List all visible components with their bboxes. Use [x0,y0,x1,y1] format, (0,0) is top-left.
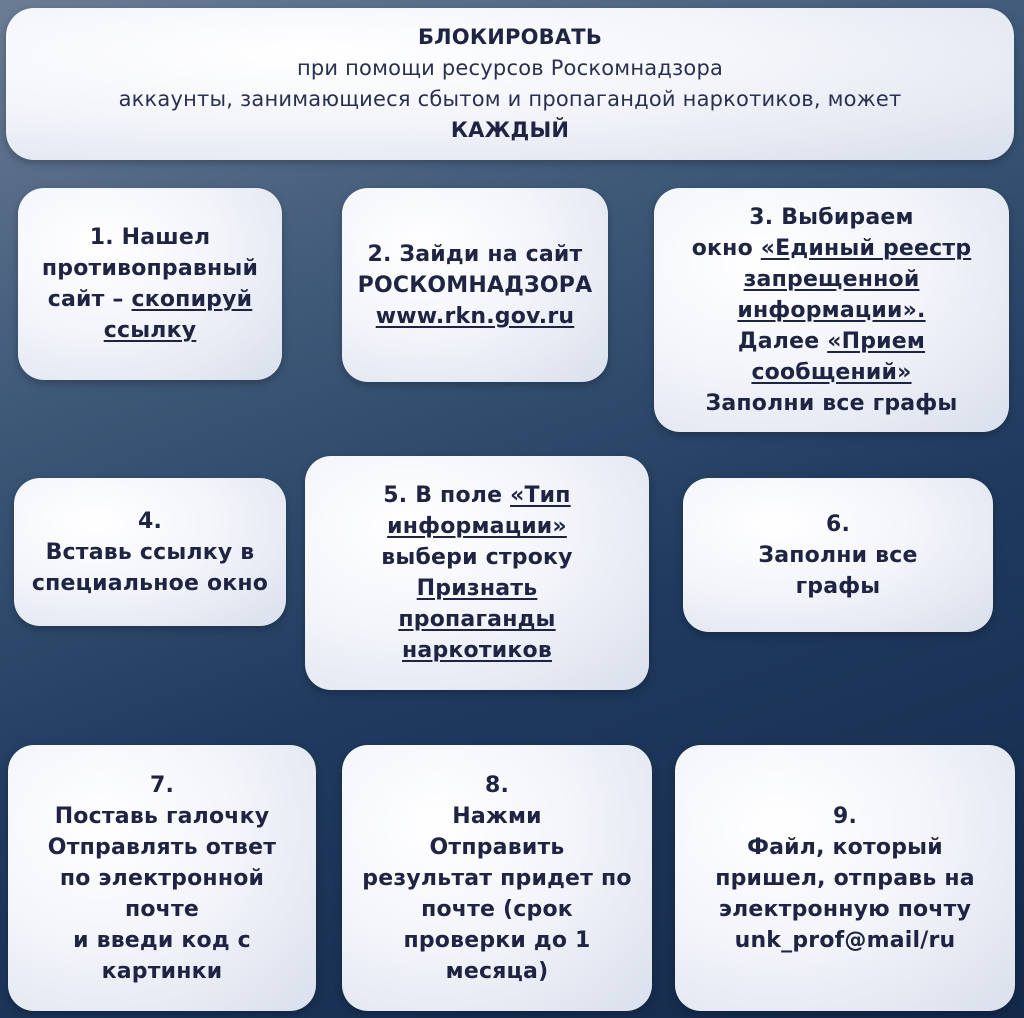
step-3-line-1: 3. Выбираем [749,204,914,230]
step-8-line-5: почте (срок [421,896,573,922]
step-6-line-2: Заполни все [758,542,918,568]
step-1-line-3 [48,284,253,315]
step-7-line-6: и введи код с [73,927,251,953]
reception-link-part-1: «Прием [827,328,926,354]
step-1-card [18,188,282,380]
registry-link-part-1: «Единый реестр [760,235,972,261]
step-7-line-1: 7. [149,772,175,798]
header-title: БЛОКИРОВАТЬ [417,25,603,49]
step-1-line-3-plain: сайт – [47,287,132,312]
step-8-line-2: Нажми [452,803,542,829]
step-3-line-2-plain: окно [691,235,761,261]
step-7-card [8,745,316,1011]
rkn-site-link[interactable]: www.rkn.gov.ru [375,303,575,329]
step-4-line-3: специальное окно [31,570,269,596]
step-6-line-1: 6. [825,511,851,537]
step-3-line-5-plain: Далее [737,328,828,354]
header-line-3: аккаунты, занимающиеся сбытом и пропагандой наркотиков, может [118,87,902,111]
step-9-card [675,745,1015,1011]
step-8-line-4: результат придет по [362,865,632,891]
step-8-line-3: Отправить [429,834,565,860]
registry-link-part-3: информации». [737,297,926,323]
info-type-part-1: «Тип [510,483,571,508]
step-3-line-7: Заполни все графы [705,390,958,416]
step-2-card [342,188,608,382]
step-1-line-4: ссылку [103,318,197,343]
step-3-line-5 [738,326,925,357]
step-1-line-1: 1. Нашел [89,225,211,250]
step-1-line-2: противоправный [41,256,259,281]
option-part-2: пропаганды [398,607,556,632]
step-6-card [683,478,993,632]
step-8-line-7: месяца) [445,958,549,984]
option-part-3: наркотиков [402,638,552,663]
step-7-line-2: Поставь галочку [54,803,270,829]
step-5-line-1 [383,480,570,511]
step-4-card [14,478,286,626]
step-5-line-1-plain: 5. В поле [383,483,511,508]
step-9-line-4: электронную почту [718,896,972,922]
step-4-line-2: Вставь ссылку в [45,539,255,565]
step-9-line-3: пришел, отправь на [715,865,975,891]
step-6-line-3: графы [795,573,881,599]
step-5-line-3: выбери строку [381,545,573,570]
step-7-line-5: почте [124,896,200,922]
step-7-line-4: по электронной [59,865,265,891]
step-5-card [305,456,649,690]
step-3-line-2 [692,233,972,264]
header-line-2: при помощи ресурсов Роскомнадзора [296,56,724,80]
info-type-part-2: информации» [387,514,567,539]
header-banner [6,8,1014,160]
step-8-line-1: 8. [484,772,510,798]
copy-link-text: скопируй [131,287,253,312]
registry-link-part-2: запрещенной [743,266,920,292]
step-8-line-6: проверки до 1 [403,927,591,953]
step-2-line-1: 2. Зайди на сайт [367,241,583,267]
step-7-line-3: Отправлять ответ [47,834,277,860]
step-8-card [342,745,652,1011]
email-address: unk_prof@mail/ru [734,927,956,953]
step-7-line-7: картинки [101,958,223,984]
step-9-line-2: Файл, который [747,834,943,860]
reception-link-part-2: сообщений» [751,359,912,385]
step-2-line-2: РОСКОМНАДЗОРА [357,272,593,298]
step-3-card [654,188,1009,432]
step-9-line-1: 9. [832,803,858,829]
option-part-1: Признать [416,576,538,601]
header-line-4: КАЖДЫЙ [450,118,570,142]
step-4-line-1: 4. [137,508,163,534]
